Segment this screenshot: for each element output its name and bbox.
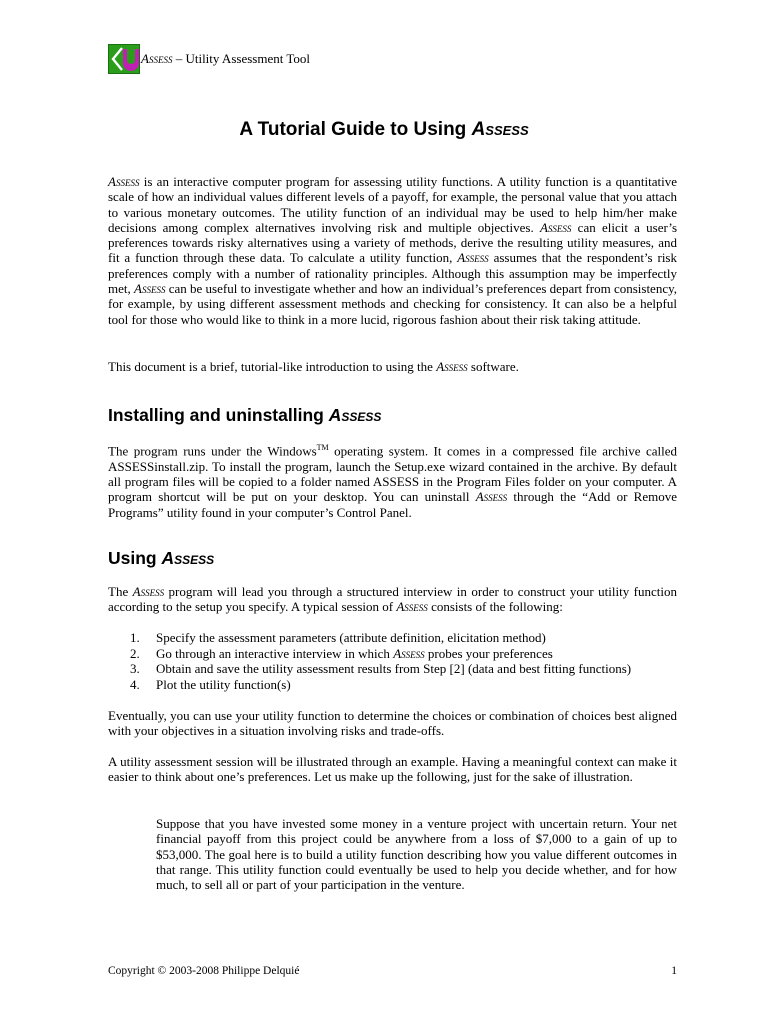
list-text bbox=[156, 646, 553, 662]
text-run: probes your preferences bbox=[424, 645, 553, 661]
list-item bbox=[130, 646, 631, 662]
list-item bbox=[130, 630, 631, 646]
text-run: can be useful to investigate whether and how an individual’s preferences depart from consistency, for example, by using different assessment methods and checking for consistency. It can also be a helpful tool for those who would like to think in a more lucid, rigorous fashion about their risk taking attitude. bbox=[108, 281, 677, 327]
intro-summary-paragraph bbox=[108, 359, 677, 374]
install-paragraph bbox=[108, 440, 677, 520]
app-name: Assess bbox=[475, 489, 508, 505]
heading-text: Installing and uninstalling bbox=[108, 405, 329, 425]
text-run: through the “Add or Remove Programs” utility found in your computer’s Control Panel. bbox=[108, 489, 678, 520]
list-text: Specify the assessment parameters (attribute definition, elicitation method) bbox=[156, 630, 546, 645]
list-text: Plot the utility function(s) bbox=[156, 676, 291, 692]
app-name: Assess bbox=[393, 645, 425, 661]
logo-k-shape bbox=[111, 47, 123, 71]
logo-u-shape bbox=[123, 49, 139, 71]
page-header bbox=[108, 44, 310, 74]
header-subtitle: – Utility Assessment Tool bbox=[172, 51, 310, 66]
install-heading bbox=[108, 405, 381, 426]
list-text: Obtain and save the utility assessment results from Step [2] (data and best fitting functions) bbox=[156, 661, 632, 676]
text-run: consists of the following: bbox=[427, 599, 563, 615]
list-item bbox=[130, 661, 631, 677]
using-heading bbox=[108, 548, 214, 569]
app-name: Assess bbox=[134, 281, 166, 297]
title-prefix: A Tutorial Guide to Using bbox=[239, 119, 472, 140]
intro-paragraph bbox=[108, 174, 677, 327]
usage-paragraph: Eventually, you can use your utility function to determine the choices or combination of choices best aligned with your objectives in a situation involving risks and trade-offs. bbox=[108, 708, 677, 739]
example-quote: Suppose that you have invested some money in a venture project with uncertain return. Your net financial payoff from this project could be anywhere from a loss of $7,000 to a gain of up to $53,000. The goal here is to build a utility function describing how you value different outcomes in that range. This utility function could eventually be used to help you decide whether, and for how much, to sell all or part of your participation in the venture. bbox=[156, 816, 677, 893]
footer-copyright: Copyright © 2003-2008 Philippe Delquié bbox=[108, 965, 300, 977]
list-number: 2. bbox=[130, 645, 140, 661]
header-title bbox=[141, 51, 310, 67]
app-name: Assess bbox=[457, 250, 489, 266]
heading-app-name: Assess bbox=[328, 405, 382, 425]
document-title bbox=[0, 119, 768, 141]
heading-app-name: Assess bbox=[161, 548, 215, 568]
text-run: The bbox=[108, 584, 133, 599]
session-steps-list bbox=[130, 630, 631, 692]
text-run: program will lead you through a structured interview in order to construct your utility function according to the setup you specify. A typical session of bbox=[108, 584, 677, 615]
text-run: can elicit a user’s preferences towards risky alternatives using a variety of methods, derive the resulting utility measures, and fit a function through these data. To calculate a utility function, bbox=[108, 219, 677, 266]
list-item bbox=[130, 677, 631, 693]
text-run: operating system. It comes in a compressed file archive called ASSESSinstall.zip. To install the program, launch the Setup.exe wizard contained in the archive. By default all program files will be copied to a folder named ASSESS in the Program Files folder on your computer. A program shortcut will be put on your desktop. You can uninstall bbox=[108, 443, 677, 505]
text-run: The program runs under the Windows bbox=[108, 443, 317, 459]
title-app-name: Assess bbox=[471, 119, 529, 140]
list-number: 1. bbox=[130, 630, 140, 645]
list-number: 4. bbox=[130, 676, 140, 692]
app-name: Assess bbox=[539, 219, 572, 235]
app-name: Assess bbox=[396, 599, 428, 615]
app-name: Assess bbox=[108, 174, 140, 189]
list-number: 3. bbox=[130, 661, 140, 676]
footer-page-number: 1 bbox=[671, 965, 677, 977]
example-intro-paragraph: A utility assessment session will be illustrated through an example. Having a meaningful context can make it easier to think about one’s preferences. Let us make up the following, just for the sake of illustration. bbox=[108, 754, 677, 785]
text-run: is an interactive computer program for assessing utility functions. A utility function is a quantitative scale of how an individual values different levels of a payoff, for example, the personal value that you attach to various monetary outcomes. The utility function of an individual may be used to help him/her make decisions among complex alternatives involving risk and multiple objectives. bbox=[108, 174, 677, 235]
text-run: software. bbox=[467, 359, 519, 374]
page-footer bbox=[108, 965, 677, 977]
header-app-name: Assess bbox=[141, 51, 173, 66]
assess-logo-icon bbox=[108, 44, 140, 74]
text-run: assumes that the respondent’s risk preferences comply with a number of rationality principles. Although this assumption may be imperfectly met, bbox=[108, 250, 677, 297]
text-run: This document is a brief, tutorial-like introduction to using the bbox=[108, 359, 437, 374]
trademark: TM bbox=[316, 443, 329, 452]
heading-text: Using bbox=[108, 548, 162, 568]
app-name: Assess bbox=[132, 584, 165, 599]
text-run: Go through an interactive interview in which bbox=[156, 645, 394, 661]
app-name: Assess bbox=[436, 359, 468, 374]
using-paragraph bbox=[108, 584, 677, 615]
